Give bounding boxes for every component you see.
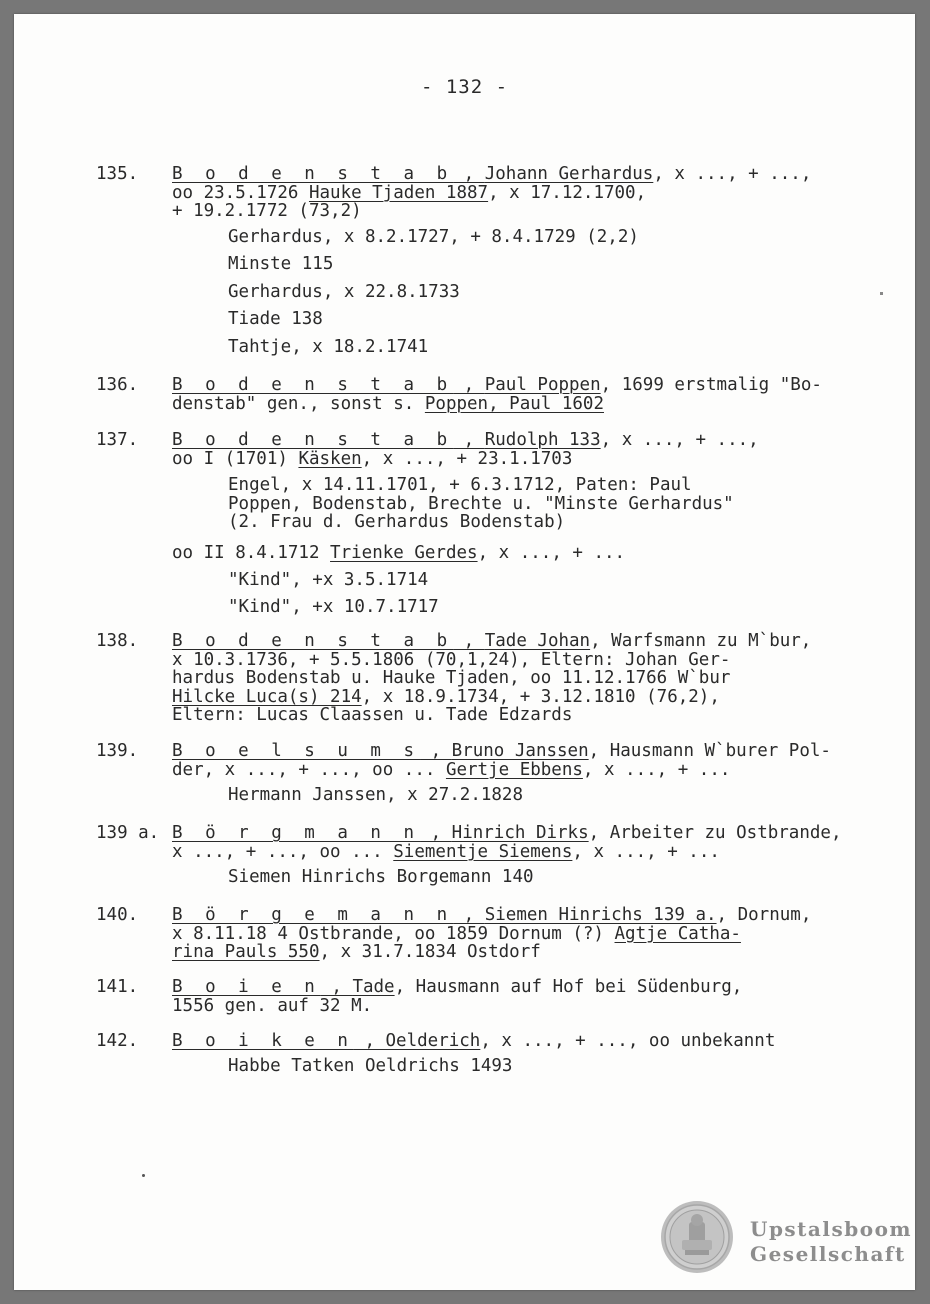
entry-number: 139. xyxy=(96,741,139,761)
given-name: Siemen Hinrichs 139 a. xyxy=(484,905,717,925)
entry-number: 141. xyxy=(96,977,139,997)
entry-number: 135. xyxy=(96,164,139,184)
separator: , xyxy=(453,430,485,450)
note-text: 1556 gen. auf 32 M. xyxy=(172,995,373,1016)
separator: , xyxy=(353,1031,386,1051)
separator: , xyxy=(320,977,353,997)
entry-body xyxy=(172,742,845,810)
spouse-name: Agtje Catha- xyxy=(614,923,741,944)
marriage-date: oo I (1701) xyxy=(172,448,299,469)
entry-body xyxy=(172,376,845,413)
second-marriage: oo II 8.4.1712 xyxy=(172,542,331,563)
child-entry: Gerhardus, x 22.8.1733 xyxy=(228,281,460,302)
spouse-dates: , x 18.9.1734, + 3.12.1810 (76,2), xyxy=(361,686,720,707)
child-entry: Tahtje, x 18.2.1741 xyxy=(228,336,429,357)
spouse-parents: Eltern: Lucas Claassen u. Tade Edzards xyxy=(172,705,573,725)
surname: B o i k e n xyxy=(172,1031,354,1051)
entry-number: 142. xyxy=(96,1031,139,1051)
spouse-dates: , x ..., + 23.1.1703 xyxy=(361,448,573,469)
spouse-name: Trienke Gerdes xyxy=(330,542,478,563)
spouse-dates: , x ..., + ... xyxy=(477,542,626,563)
separator: , xyxy=(453,631,485,651)
child-line: Poppen, Bodenstab, Brechte u. "Minste Gerhardus" xyxy=(228,493,734,514)
surname: B ö r g e m a n n xyxy=(172,905,454,925)
child-entry: Hermann Janssen, x 27.2.1828 xyxy=(228,785,524,805)
child-line: Engel, x 14.11.1701, + 6.3.1712, Paten: Paul xyxy=(228,475,692,495)
child-entry: Minste 115 xyxy=(228,254,334,274)
given-name: Rudolph 133 xyxy=(484,430,601,450)
surname: B o d e n s t a b xyxy=(172,631,454,651)
occupation: , Hausmann auf Hof bei Südenburg, xyxy=(394,977,743,997)
spouse-name: Hauke Tjaden 1887 xyxy=(308,182,489,203)
vital-dates: , x ..., + ..., xyxy=(653,164,812,184)
scan-speck xyxy=(880,292,883,295)
note-text: denstab" gen., sonst s. xyxy=(172,393,425,414)
note-text: , 1699 erstmalig "Bo- xyxy=(600,375,822,395)
marriage-date: oo 23.5.1726 xyxy=(172,182,309,203)
surname: B o d e n s t a b xyxy=(172,430,454,450)
occupation: , Hausmann W`burer Pol- xyxy=(588,741,831,761)
entry-body xyxy=(172,906,845,962)
given-name: Bruno Janssen xyxy=(451,741,589,761)
child-entry: "Kind", +x 3.5.1714 xyxy=(228,569,429,590)
given-name: Oelderich xyxy=(385,1031,481,1051)
surname: B o i e n xyxy=(172,977,321,997)
child-entry: Gerhardus, x 8.2.1727, + 8.4.1729 (2,2) xyxy=(228,226,639,247)
spouse-name: Gertje Ebbens xyxy=(445,759,583,780)
occupation: , Arbeiter zu Ostbrande, xyxy=(588,823,842,843)
child-entry: Habbe Tatken Oeldrichs 1493 xyxy=(228,1055,513,1076)
entry-body xyxy=(172,431,845,622)
death-date: + 19.2.1772 (73,2) xyxy=(172,201,362,221)
logo-line: Gesellschaft xyxy=(750,1242,906,1266)
logo-line: Upstalsboom xyxy=(750,1217,913,1241)
spouse-name: Käsken xyxy=(298,448,362,469)
entry-number: 136. xyxy=(96,375,139,395)
given-name: Tade Johan xyxy=(484,631,591,651)
given-name: Paul Poppen xyxy=(484,375,601,395)
spouse-dates: , x ..., + ... xyxy=(572,841,720,862)
surname: B o d e n s t a b xyxy=(172,375,454,395)
child-entry xyxy=(228,476,845,532)
spouse-dates: , x 17.12.1700, xyxy=(488,182,647,203)
spouse-name: Hilcke Luca(s) 214 xyxy=(172,686,362,707)
given-name: Johann Gerhardus xyxy=(484,164,654,184)
vital-dates: der, x ..., + ..., oo ... xyxy=(172,759,446,780)
vital-dates: x ..., + ..., oo ... xyxy=(172,841,394,862)
separator: , xyxy=(453,164,485,184)
occupation: , Warfsmann zu M`bur, xyxy=(590,631,812,651)
society-logo xyxy=(750,1217,912,1267)
document-page xyxy=(14,14,915,1290)
entry-number: 137. xyxy=(96,430,139,450)
scan-speck xyxy=(142,1174,145,1177)
surname: B ö r g m a n n xyxy=(172,823,421,843)
vital-dates: x 10.3.1736, + 5.5.1806 (70,1,24), Eltern: Johan Ger- xyxy=(172,649,731,670)
parents-marriage: hardus Bodenstab u. Hauke Tjaden, oo 11.12.1766 W`bur xyxy=(172,668,731,688)
entry-number: 140. xyxy=(96,905,139,925)
entry-number: 138. xyxy=(96,631,139,651)
child-entry: "Kind", +x 10.7.1717 xyxy=(228,597,439,617)
spouse-dates: , x ..., + ... xyxy=(582,759,731,780)
given-name: Hinrich Dirks xyxy=(451,823,589,843)
entry-body xyxy=(172,1032,845,1080)
vital-dates: , x ..., + ..., oo unbekannt xyxy=(480,1031,776,1051)
residence: , Dornum, xyxy=(716,905,812,925)
cross-reference: Poppen, Paul 1602 xyxy=(424,393,604,414)
given-name: Tade xyxy=(352,977,395,997)
separator: , xyxy=(453,375,485,395)
spouse-name: Siementje Siemens xyxy=(393,841,573,862)
spouse-dates: , x 31.7.1834 Ostdorf xyxy=(319,942,541,962)
child-entry: Siemen Hinrichs Borgemann 140 xyxy=(228,867,534,887)
entry-body xyxy=(172,824,845,892)
child-line: (2. Frau d. Gerhardus Bodenstab) xyxy=(228,512,566,532)
entry-body xyxy=(172,632,845,725)
surname: B o e l s u m s xyxy=(172,741,421,761)
separator: , xyxy=(420,823,452,843)
entry-body xyxy=(172,165,845,361)
vital-dates: x 8.11.18 4 Ostbrande, oo 1859 Dornum (?) xyxy=(172,923,615,944)
seal-icon xyxy=(660,1200,734,1274)
separator: , xyxy=(453,905,485,925)
separator: , xyxy=(420,741,452,761)
spouse-name: rina Pauls 550 xyxy=(172,942,320,962)
child-entry: Tiade 138 xyxy=(228,309,323,329)
entry-body xyxy=(172,978,845,1015)
page-number: - 132 - xyxy=(420,76,509,98)
entry-number: 139 a. xyxy=(96,823,160,843)
vital-dates: , x ..., + ..., xyxy=(600,430,759,450)
surname: B o d e n s t a b xyxy=(172,164,454,184)
